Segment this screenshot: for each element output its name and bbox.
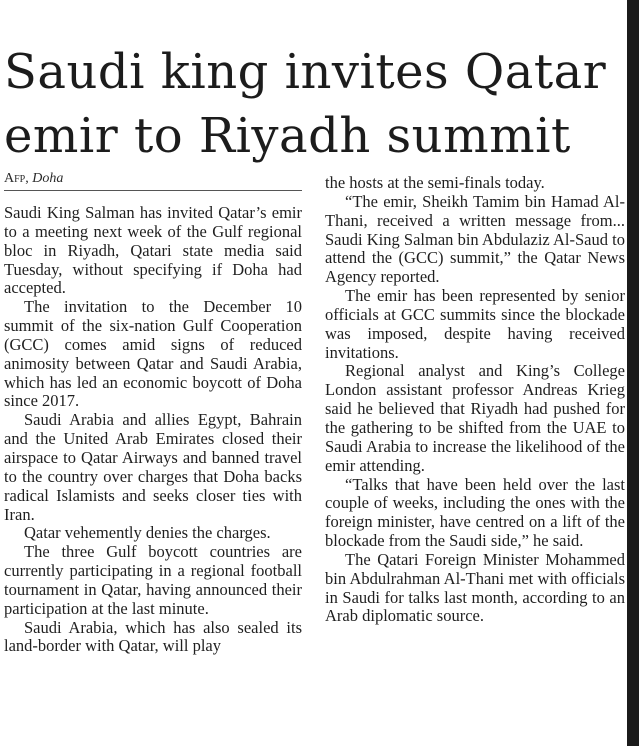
paragraph: The three Gulf boycott countries are currently participating in a regional football tournament in Qatar, having announced their participation at the last minute. xyxy=(4,542,302,618)
byline-place: Doha xyxy=(32,171,64,186)
paragraph: Saudi King Salman has invited Qatar’s emir to a meeting next week of the Gulf regional bloc in Riyadh, Qatari state media said Tuesday, without specifying if Doha had accepted. xyxy=(4,203,302,298)
page-edge-bar xyxy=(627,0,639,746)
article-column-2 xyxy=(325,174,625,626)
paragraph: Saudi Arabia, which has also sealed its land-border with Qatar, will play xyxy=(4,617,302,656)
paragraph: “The emir, Sheikh Tamim bin Hamad Al-Thani, received a written message from... Saudi King Salman bin Abdulaziz Al-Saud to attend the (GCC) summit,” the Qatar News Agency reported. xyxy=(325,191,625,287)
byline: Afp, Doha xyxy=(4,170,302,191)
paragraph: Saudi Arabia and allies Egypt, Bahrain and the United Arab Emirates closed their airspace to Qatar Airways and banned travel to the country over charges that Doha backs radical Islamists and seeks closer ties with Iran. xyxy=(4,410,302,524)
paragraph: the hosts at the semi-finals today. xyxy=(325,173,545,192)
paragraph: Regional analyst and King’s College London assistant professor Andreas Krieg said he believed that Riyadh had pushed for the gathering to be shifted from the UAE to Saudi Arabia to increase the likelihood of the emir attending. xyxy=(325,361,625,475)
headline-line-1: Saudi king invites Qatar xyxy=(4,44,607,100)
byline-agency: Afp xyxy=(4,171,26,186)
paragraph: The emir has been represented by senior officials at GCC summits since the blockade was imposed, despite having received invitations. xyxy=(325,286,625,362)
article-column-1 xyxy=(4,204,302,656)
headline xyxy=(4,40,624,168)
headline-line-2: emir to Riyadh summit xyxy=(4,108,571,164)
paragraph: Qatar vehemently denies the charges. xyxy=(24,523,271,543)
paragraph: The Qatari Foreign Minister Mohammed bin Abdulrahman Al-Thani met with officials in Saudi for talks last month, according to an Arab diplomatic source. xyxy=(325,549,625,626)
paragraph: “Talks that have been held over the last couple of weeks, including the ones with the foreign minister, have centred on a lift of the blockade from the Saudi side,” he said. xyxy=(325,474,625,551)
paragraph: The invitation to the December 10 summit of the six-nation Gulf Cooperation (GCC) comes amid signs of reduced animosity between Qatar and Saudi Arabia, which has led an economic boycott of Doha since 2017. xyxy=(4,297,302,411)
